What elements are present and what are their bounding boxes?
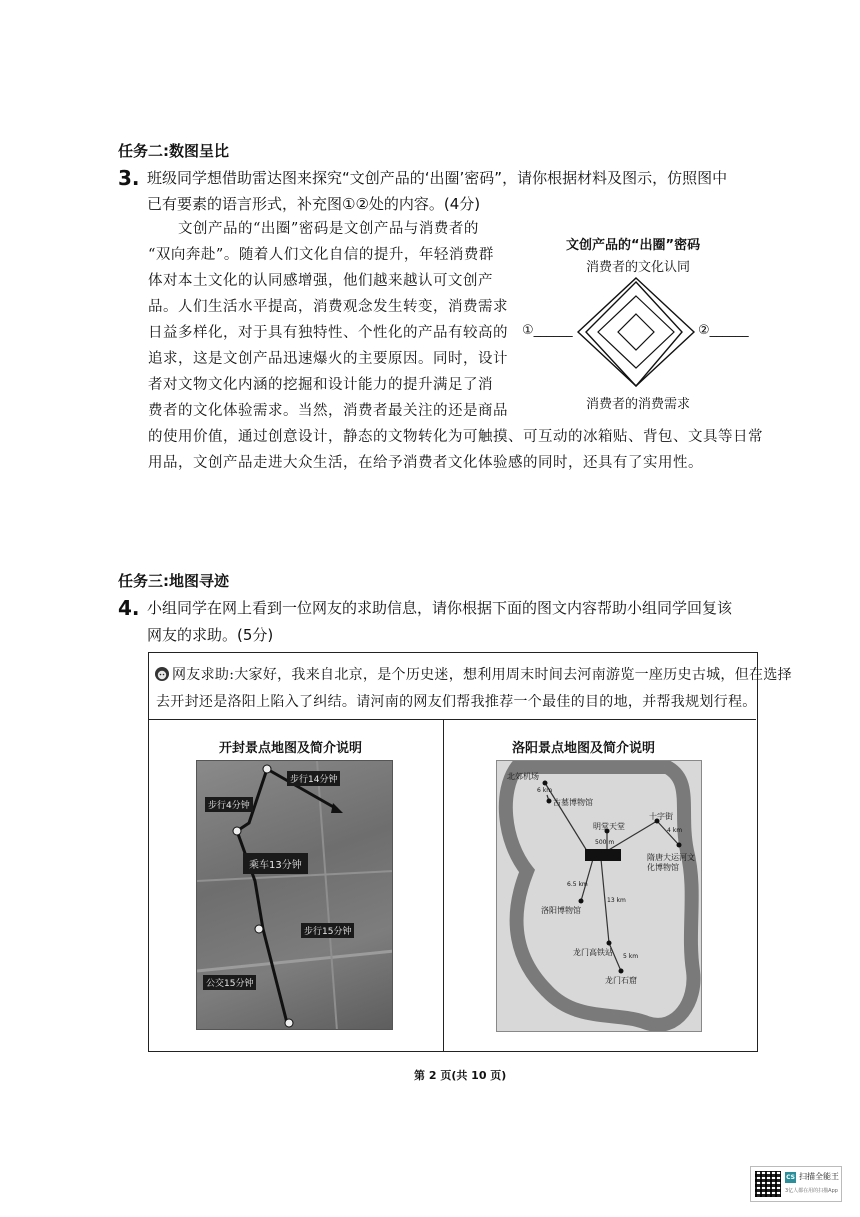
luoyang-map [496, 760, 702, 1032]
kaifeng-tag: 步行14分钟 [287, 771, 340, 786]
passage-line: “双向奔赴”。随着人们文化自信的提升，年轻消费群 [148, 247, 494, 263]
radar-inner-ring [618, 314, 654, 350]
luoyang-label-shizijie: 十字街 [649, 812, 673, 821]
question-4-number: 4. [118, 596, 140, 620]
help-request-line-2: 去开封还是洛阳上陷入了纠结。请河南的网友们帮我推荐一个最佳的目的地，并帮我规划行程。 [156, 694, 757, 710]
task3-heading: 任务三:地图寻迹 [118, 572, 229, 590]
kaifeng-map-title: 开封景点地图及简介说明 [219, 741, 363, 756]
radar-bottom-label: 消费者的消费需求 [586, 397, 691, 412]
scanner-sub: 3亿人都在用的扫描App [785, 1188, 838, 1194]
scanner-name: 扫描全能王 [799, 1172, 839, 1181]
avatar-icon [154, 666, 170, 682]
passage-line: 日益多样化，对于具有独特性、个性化的产品有较高的 [148, 325, 508, 341]
scanner-badge [750, 1166, 842, 1202]
luoyang-distance: 4 km [667, 827, 683, 834]
luoyang-map-graphic [497, 761, 702, 1032]
radar-title: 文创产品的“出圈”密码 [566, 238, 701, 253]
passage-line: 品。人们生活水平提高，消费观念发生转变，消费需求 [148, 299, 508, 315]
qr-code-icon [755, 1171, 781, 1197]
question-4-line-2: 网友的求助。(5分) [147, 626, 274, 644]
question-3-line-1: 班级同学想借助雷达图来探究“文创产品的‘出圈’密码”，请你根据材料及图示，仿照图中 [147, 169, 728, 187]
passage-line: 体对本土文化的认同感增强，他们越来越认可文创产 [148, 273, 493, 289]
passage-line: 者对文物文化内涵的挖掘和设计能力的提升满足了消 [148, 377, 493, 393]
passage-line: 追求，这是文创产品迅速爆火的主要原因。同时，设计 [148, 351, 508, 367]
question-4-line-1: 小组同学在网上看到一位网友的求助信息，请你根据下面的图文内容帮助小组同学回复该 [147, 599, 733, 617]
kaifeng-map [196, 760, 393, 1030]
luoyang-label-airport: 北郊机场 [507, 772, 539, 781]
kaifeng-tag: 公交15分钟 [203, 975, 256, 990]
luoyang-label-luoyang-museum: 洛阳博物馆 [541, 906, 581, 915]
radar-left-blank: ①______ [522, 323, 573, 338]
luoyang-distance: 6 km [537, 787, 553, 794]
passage-line: 的使用价值，通过创意设计，静态的文物转化为可触摸、可互动的冰箱贴、背包、文具等日常 [148, 429, 763, 445]
radar-outer-frame [578, 278, 694, 386]
luoyang-label-mingtang: 明堂天堂 [593, 822, 625, 831]
luoyang-label-longmen-station: 龙门高铁站 [573, 948, 613, 957]
question-3-line-2: 已有要素的语言形式，补充图①②处的内容。(4分) [147, 195, 481, 213]
luoyang-map-title: 洛阳景点地图及简介说明 [512, 741, 656, 756]
question-3-number: 3. [118, 166, 140, 190]
passage-line: 用品，文创产品走进大众生活，在给予消费者文化体验感的同时，还具有了实用性。 [148, 455, 703, 471]
luoyang-label-longmen-grottoes: 龙门石窟 [605, 976, 637, 985]
luoyang-distance: 13 km [607, 897, 626, 904]
help-request-line-1: 网友求助:大家好，我来自北京，是个历史迷，想利用周末时间去河南游览一座历史古城，但在选择 [172, 667, 792, 683]
task2-heading: 任务二:数图呈比 [118, 142, 229, 160]
radar-top-label: 消费者的文化认同 [586, 260, 691, 275]
passage-line: 文创产品的“出圈”密码是文创产品与消费者的 [178, 221, 479, 237]
page-footer: 第 2 页(共 10 页) [414, 1069, 507, 1082]
radar-chart [574, 274, 698, 390]
scanner-logo: CS [786, 1174, 795, 1181]
luoyang-distance: 6.5 km [567, 881, 588, 888]
luoyang-label-tomb-museum: 古墓博物馆 [553, 798, 593, 807]
passage-line: 费者的文化体验需求。当然，消费者最关注的还是商品 [148, 403, 508, 419]
luoyang-distance: 5 km [623, 953, 639, 960]
kaifeng-tag: 步行4分钟 [205, 797, 253, 812]
kaifeng-tag: 步行15分钟 [301, 923, 354, 938]
radar-right-blank: ②______ [698, 323, 749, 338]
kaifeng-tag: 乘车13分钟 [243, 853, 308, 874]
luoyang-distance: 500 m [595, 839, 615, 846]
luoyang-label-canal-museum: 隋唐大运河文化博物馆 [647, 853, 695, 872]
